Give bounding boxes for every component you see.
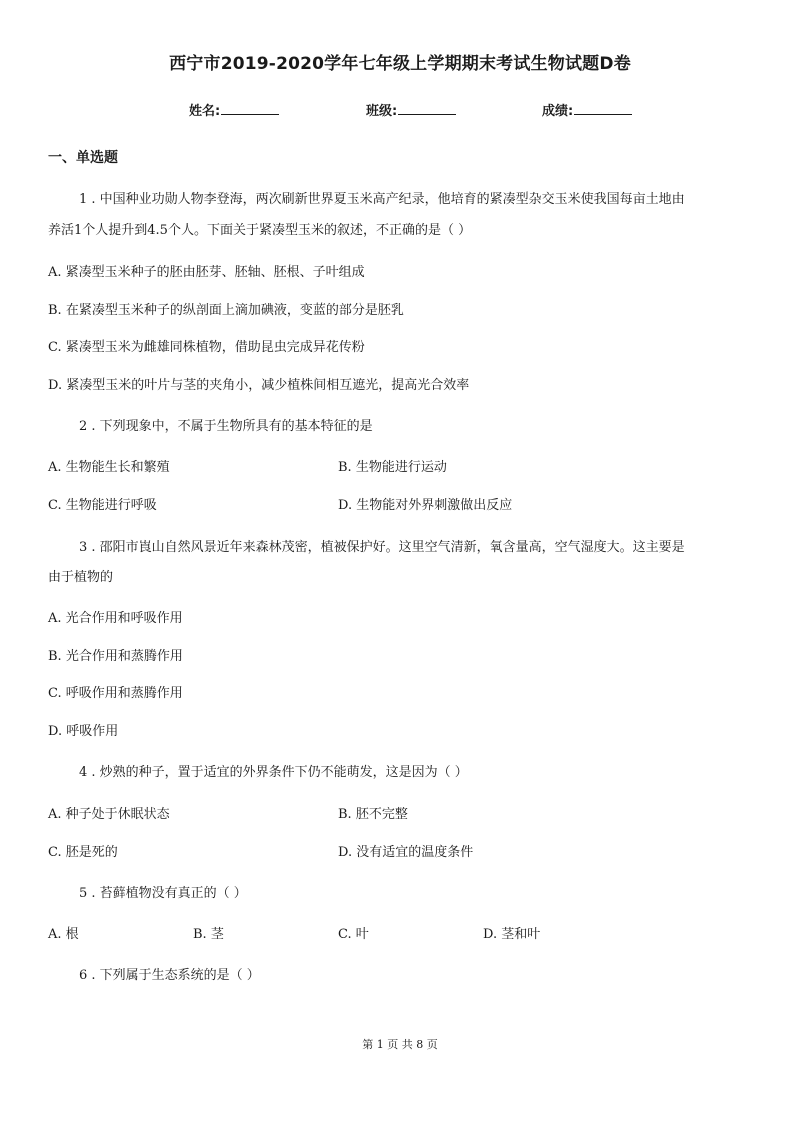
option-d: D. 没有适宜的温度条件 [338, 845, 474, 860]
option-d: D. 茎和叶 [483, 927, 541, 942]
student-info-row [0, 100, 800, 120]
question-stem: 3 . 邵阳市崀山自然风景近年来森林茂密，植被保护好。这里空气清新，氧含量高，空气湿度大。这主要是 [79, 540, 685, 555]
option-a: A. 根 [48, 927, 79, 942]
page-footer: 第 1 页 共 8 页 [362, 1038, 438, 1051]
document-title: 西宁市2019-2020学年七年级上学期期末考试生物试题D卷 [169, 54, 631, 74]
name-field [189, 100, 279, 119]
class-label: 班级: [366, 104, 398, 119]
option-a: A. 种子处于休眠状态 [48, 807, 170, 822]
option-c: C. 生物能进行呼吸 [48, 498, 157, 513]
option-d: D. 紧凑型玉米的叶片与茎的夹角小，减少植株间相互遮光，提高光合效率 [48, 378, 470, 393]
option-b: B. 在紧凑型玉米种子的纵剖面上滴加碘液，变蓝的部分是胚乳 [48, 303, 404, 318]
score-label: 成绩: [542, 104, 574, 119]
class-blank [398, 101, 456, 115]
name-blank [221, 101, 279, 115]
option-c: C. 紧凑型玉米为雌雄同株植物，借助昆虫完成异花传粉 [48, 340, 365, 355]
question-stem: 2 . 下列现象中，不属于生物所具有的基本特征的是 [79, 419, 373, 434]
name-label: 姓名: [189, 104, 221, 119]
option-a: A. 生物能生长和繁殖 [48, 460, 170, 475]
option-a: A. 紧凑型玉米种子的胚由胚芽、胚轴、胚根、子叶组成 [48, 265, 365, 280]
option-c: C. 叶 [338, 927, 369, 942]
option-c: C. 胚是死的 [48, 845, 118, 860]
class-field [366, 100, 456, 119]
option-b: B. 茎 [193, 927, 224, 942]
option-a: A. 光合作用和呼吸作用 [48, 611, 183, 626]
option-d: D. 生物能对外界刺激做出反应 [338, 498, 513, 513]
option-c: C. 呼吸作用和蒸腾作用 [48, 686, 183, 701]
option-b: B. 生物能进行运动 [338, 460, 447, 475]
question-stem-continued: 由于植物的 [48, 570, 114, 585]
question-stem-continued: 养活1个人提升到4.5个人。下面关于紧凑型玉米的叙述，不正确的是（ ） [48, 223, 472, 238]
question-stem: 1 . 中国种业功勋人物李登海，两次刷新世界夏玉米高产纪录，他培育的紧凑型杂交玉米使我国每亩土地由 [79, 192, 685, 207]
option-b: B. 胚不完整 [338, 807, 408, 822]
question-stem: 6 . 下列属于生态系统的是（ ） [79, 968, 260, 983]
question-stem: 4 . 炒熟的种子，置于适宜的外界条件下仍不能萌发，这是因为（ ） [79, 765, 468, 780]
score-blank [574, 101, 632, 115]
option-b: B. 光合作用和蒸腾作用 [48, 649, 183, 664]
option-d: D. 呼吸作用 [48, 724, 119, 739]
score-field [542, 100, 632, 119]
question-stem: 5 . 苔藓植物没有真正的（ ） [79, 886, 247, 901]
section-heading: 一、单选题 [48, 150, 118, 166]
